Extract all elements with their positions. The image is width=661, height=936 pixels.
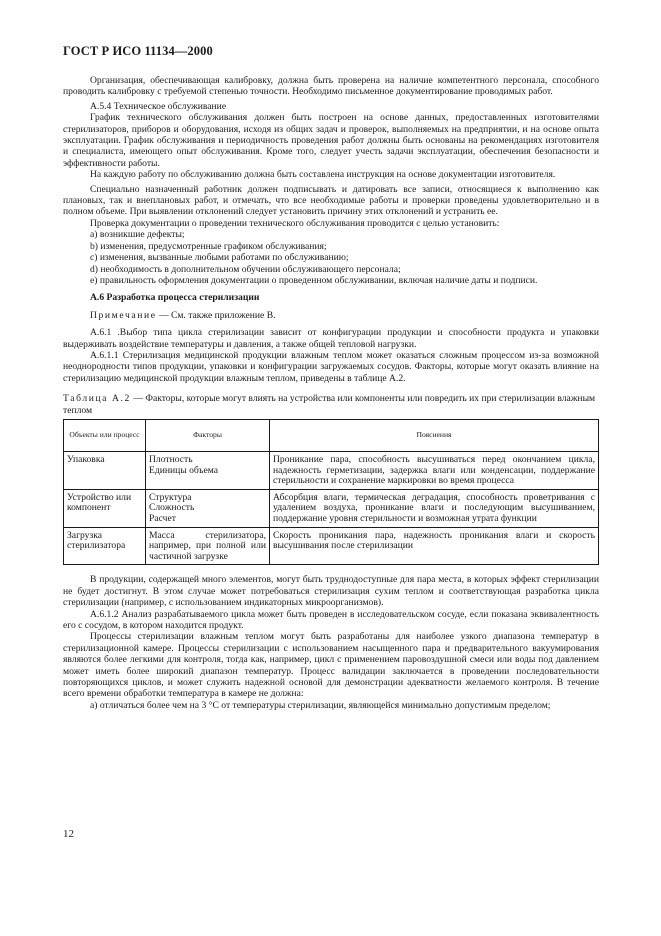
page-number: 12 <box>63 828 74 840</box>
table-row <box>64 451 599 489</box>
paragraph: А.6.1.1 Стерилизация медицинской продукции влажным теплом может оказаться сложным процессом из-за возможной неоднородности типов продукции, упаковки и конфигурации загружаемых сосудов. Факторы, которые могут оказать влияние на стерилизацию медицинской продукции влажным теплом, приведены в таблице А.2. <box>63 349 599 384</box>
table-label: Таблица А.2 <box>63 393 131 405</box>
cell-factors <box>146 451 270 489</box>
list-item: b) изменения, предусмотренные графиком обслуживания; <box>90 240 327 252</box>
factor-item: Расчет <box>149 512 176 524</box>
cell-factors <box>146 527 270 565</box>
section-heading-a6: А.6 Разработка процесса стерилизации <box>90 292 260 304</box>
factor-item: Сложность <box>149 502 195 514</box>
table-row <box>64 527 599 565</box>
paragraph: Организация, обеспечивающая калибровку, должна быть проверена на наличие компетентного персонала, способного проводить калибровку с требуемой степенью точности. Необходимо письменное документирование проводимых работ. <box>63 75 599 98</box>
cell-explanation: Скорость проникания пара, надежность проникания влаги и скорость высушивания после стерилизации <box>270 527 599 565</box>
list-item: а) возникшие дефекты; <box>90 229 185 241</box>
factor-item: Масса стерилизатора, например, при полной или частичной загрузке <box>149 529 266 562</box>
list-item: с) изменения, вызванные любыми работами по обслуживанию; <box>90 252 349 264</box>
table-caption <box>63 393 599 416</box>
cell-explanation: Проникание пара, способность высушиваться перед окончанием цикла, надежность герметизации, задержка влаги или конденсации, поддержание стерильности и сохранение маркировки во время процесса <box>270 451 599 489</box>
factor-item: Плотность <box>149 453 193 465</box>
document-header: ГОСТ Р ИСО 11134—2000 <box>63 44 213 58</box>
factor-item: Единицы объема <box>149 464 219 476</box>
section-heading-a54: А.5.4 Техническое обслуживание <box>90 100 227 112</box>
table-header-row <box>64 419 599 451</box>
paragraph: В продукции, содержащей много элементов, могут быть труднодоступные для пара места, в которых эффект стерилизации не будет достигнут. В этом случае может потребоваться стерилизация сухим теплом и соответствующая разработка цикла стерилизации (например, с использованием индикаторных микроорганизмов). <box>63 574 599 609</box>
page-content <box>63 75 599 711</box>
list-item: d) необходимость в дополнительном обучении обслуживающего персонала; <box>90 263 401 275</box>
table-row <box>64 489 599 527</box>
cell-explanation: Абсорбция влаги, термическая деградация, способность проветривания с удалением воздуха, проникание влаги и последующим высушиванием, поддержание уровня стерильности и возможная утрата функции <box>270 489 599 527</box>
paragraph: На каждую работу по обслуживанию должна быть составлена инструкция на основе документации изготовителя. <box>90 169 556 181</box>
paragraph: Специально назначенный работник должен подписывать и датировать все записи, относящиеся к выполнению как плановых, так и внеплановых работ, и отмечать, что все необходимые работы и проверки проведены удовлетворительно и в полном объеме. При выявлении отклонений следует установить причину этих отклонений и устранить ее. <box>63 183 599 218</box>
list-item: а) отличаться более чем на 3 °С от температуры стерилизации, являющейся минимально допустимым пределом; <box>90 699 551 711</box>
cell-object: Загрузка стерилизатора <box>64 527 146 565</box>
header-factors: Факторы <box>146 419 270 451</box>
note <box>63 310 599 321</box>
paragraph: Проверка документации о проведении технического обслуживания проводится с целью установить: <box>90 217 500 229</box>
header-explanations: Пояснения <box>270 419 599 451</box>
table-caption-text: — Факторы, которые могут влиять на устройства или компоненты или повредить их при стерилизации влажным теплом <box>63 393 596 416</box>
factor-item: Структура <box>149 491 192 503</box>
note-label: Примечание <box>90 309 157 321</box>
cell-object: Упаковка <box>64 451 146 489</box>
cell-factors <box>146 489 270 527</box>
factors-table <box>63 419 599 565</box>
header-objects: Объекты или процесс <box>64 419 146 451</box>
list-item: е) правильность оформления документации о проведенном обслуживании, включая наличие даты и подписи. <box>90 274 538 286</box>
note-text: — См. также приложение В. <box>156 309 276 321</box>
paragraph: График технического обслуживания должен быть построен на основе данных, предоставленных изготовителями стерилизаторов, приборов и оборудования, исходя из общих задач и проверок, выполняемых на предприятии, и на основе опыта эксплуатации. График обслуживания и периодичность проведения работ должны быть основаны на рекомендациях изготовителя и специалиста, имеющего опыт обслуживания. Кроме того, следует учесть задачи эксплуатации, обеспечения безопасности и эффективности работы. <box>63 112 599 169</box>
paragraph: А.6.1.2 Анализ разрабатываемого цикла может быть проведен в исследовательском сосуде, если показана эквивалентность его с сосудом, в котором находится продукт. <box>63 608 599 631</box>
paragraph: А.6.1 .Выбор типа цикла стерилизации зависит от конфигурации продукции и способности продукта и упаковки выдерживать воздействие температуры и давления, а также общей тепловой нагрузки. <box>63 327 599 350</box>
paragraph: Процессы стерилизации влажным теплом могут быть разработаны для наиболее узкого диапазона температур в стерилизационной камере. Процессы стерилизации с использованием насыщенного пара и предварительного вакуумирования являются более легкими для контроля, тогда как, например, цикл с применением паровоздушной смеси или воды под давлением может иметь более широкий диапазон температур. Процесс валидации заключается в проведении последовательности повторяющихся циклов, и может служить надежной основой для демонстрации адекватности желаемого контроля. В течение всего времени обработки температура в камере не должна: <box>63 631 599 700</box>
cell-object: Устройство или компонент <box>64 489 146 527</box>
